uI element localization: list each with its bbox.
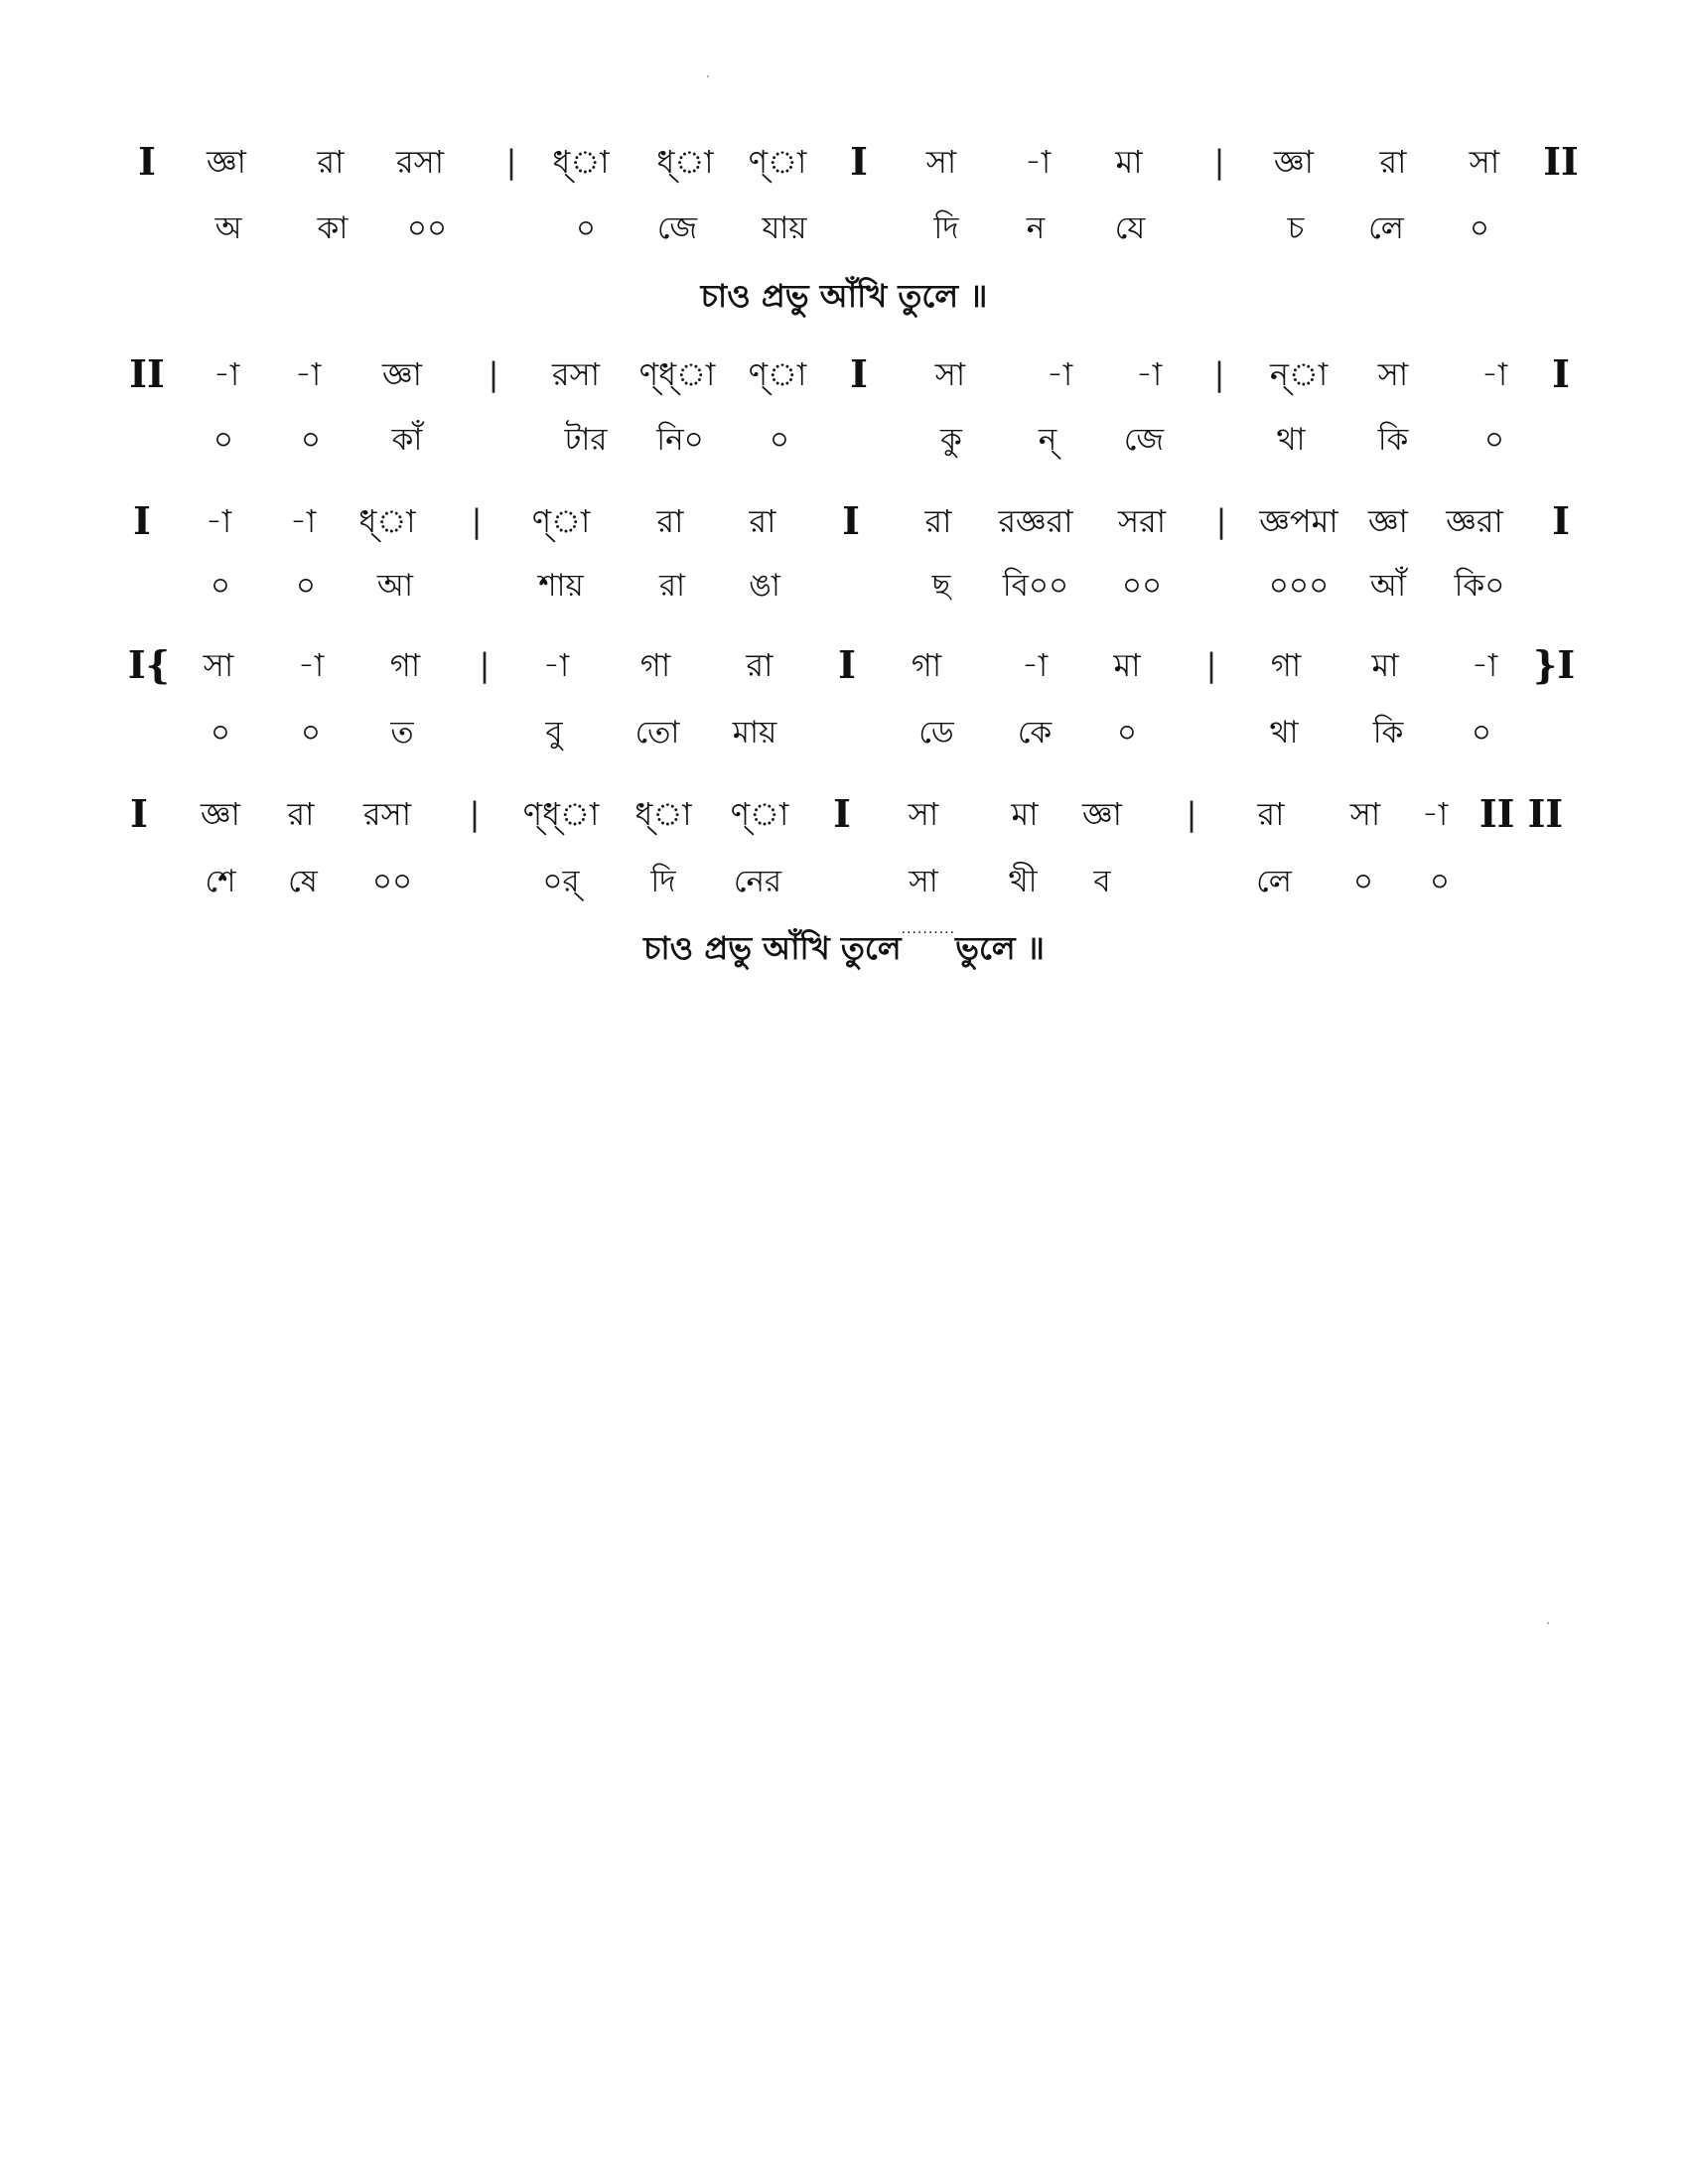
- lyric-syllable: ০০: [371, 864, 413, 899]
- lyric-syllable: কি: [1377, 422, 1409, 458]
- lyric-syllable: শে: [205, 864, 236, 899]
- lyric-syllable: শায়: [538, 568, 584, 604]
- lyric-syllable: ন্: [1038, 422, 1057, 458]
- refrain-caption: চাও প্রভু আঁখি তুলে ॥: [700, 277, 988, 315]
- final-bar-marker: II II: [1478, 791, 1564, 836]
- lyric-syllable: ছ: [931, 568, 951, 604]
- beat-divider: |: [479, 646, 491, 684]
- note: -া: [542, 646, 570, 684]
- note: ধ্া: [656, 143, 714, 181]
- bar-marker: I: [850, 139, 868, 184]
- lyric-row-2: [0, 410, 1688, 470]
- bar-marker: II: [1543, 139, 1579, 184]
- lyric-syllable: ০: [210, 715, 231, 751]
- note: -া: [1024, 143, 1052, 181]
- note: রা: [317, 143, 345, 181]
- note: -া: [1021, 646, 1049, 684]
- note: রসা: [362, 795, 412, 833]
- note: জ্ঞা: [1274, 143, 1314, 181]
- bar-marker: I: [850, 351, 868, 396]
- bar-marker: I: [833, 791, 851, 836]
- beat-divider: |: [1215, 502, 1227, 540]
- lyric-syllable: কা: [317, 210, 349, 246]
- lyric-syllable: ০: [300, 715, 322, 751]
- bar-marker: II: [129, 351, 165, 396]
- note: রা: [746, 646, 774, 684]
- lyric-syllable: কি০: [1454, 568, 1505, 604]
- note: ণ্া: [748, 143, 807, 181]
- lyric-syllable: ০: [1469, 210, 1490, 246]
- note: সা: [908, 795, 939, 833]
- lyric-syllable: ০র্: [542, 864, 580, 899]
- lyric-syllable: বি০০: [1002, 568, 1069, 604]
- lyric-syllable: থী: [1008, 864, 1038, 899]
- lyric-syllable: ০: [300, 422, 322, 458]
- lyric-row-3: [0, 556, 1688, 615]
- note: -া: [1471, 646, 1498, 684]
- lyric-syllable: আ: [376, 568, 414, 604]
- note: সা: [1349, 795, 1381, 833]
- bar-marker: I: [842, 498, 860, 543]
- lyric-row-1: [0, 199, 1688, 258]
- lyric-syllable: নের: [733, 864, 782, 899]
- note: রা: [287, 795, 315, 833]
- lyric-syllable: ০০০: [1268, 568, 1330, 604]
- note: জ্ঞপমা: [1259, 502, 1338, 540]
- note: জ্ঞা: [207, 143, 246, 181]
- lyric-syllable: ষে: [288, 864, 318, 899]
- note: গা: [911, 646, 942, 684]
- scan-speck: [707, 75, 709, 77]
- note: -া: [212, 355, 240, 393]
- note: -া: [1135, 355, 1163, 393]
- repeat-end-marker: }I: [1532, 642, 1576, 687]
- note: ণ্া: [748, 355, 807, 393]
- note: গা: [1270, 646, 1302, 684]
- lyric-syllable: লে: [1256, 864, 1292, 899]
- lyric-syllable: লে: [1368, 210, 1404, 246]
- note: সরা: [1117, 502, 1167, 540]
- bar-marker: I: [138, 139, 156, 184]
- note: সা: [934, 355, 966, 393]
- lyric-syllable: দি: [933, 210, 959, 246]
- note: ণ্ধ্া: [638, 355, 716, 393]
- lyric-syllable: ০: [1429, 864, 1451, 899]
- lyric-syllable: ত: [390, 715, 414, 751]
- note: রা: [1257, 795, 1285, 833]
- lyric-syllable: ন: [1026, 210, 1046, 246]
- note: ণ্া: [730, 795, 789, 833]
- note: সা: [1377, 355, 1409, 393]
- lyric-syllable: ০: [769, 422, 790, 458]
- scan-speck: [1547, 1622, 1549, 1624]
- beat-divider: |: [469, 795, 481, 833]
- note: সা: [1469, 143, 1500, 181]
- lyric-syllable: অ: [214, 210, 242, 246]
- note: জ্ঞা: [201, 795, 240, 833]
- closing-caption-prefix: চাও প্রভু আঁখি তুলে: [643, 929, 902, 967]
- beat-divider: |: [1186, 795, 1197, 833]
- note: রা: [924, 502, 952, 540]
- lyric-syllable: ০: [212, 422, 234, 458]
- bar-marker: I: [130, 791, 148, 836]
- bar-marker: I: [133, 498, 151, 543]
- note: -া: [294, 355, 322, 393]
- bar-marker: I: [1552, 498, 1570, 543]
- lyric-syllable: সা: [909, 864, 938, 899]
- lyric-syllable: কু: [940, 422, 962, 458]
- note: ন্া: [1269, 355, 1329, 393]
- note: জ্ঞরা: [1446, 502, 1503, 540]
- lyric-syllable: ব: [1093, 864, 1111, 899]
- lyric-syllable: থা: [1269, 715, 1299, 751]
- note: ধ্া: [358, 502, 416, 540]
- note: ধ্া: [634, 795, 692, 833]
- lyric-syllable: ০০: [406, 210, 448, 246]
- note: সা: [203, 646, 234, 684]
- lyric-row-4: [0, 703, 1688, 762]
- lyric-syllable: চ: [1287, 210, 1305, 246]
- lyric-syllable: ০: [295, 568, 317, 604]
- ellipsis-dots: ··········: [901, 925, 956, 941]
- note: ধ্া: [552, 143, 610, 181]
- notation-row-5: [0, 784, 1688, 844]
- note: রা: [749, 502, 776, 540]
- note: গা: [389, 646, 421, 684]
- lyric-syllable: ০: [210, 568, 231, 604]
- beat-divider: |: [1213, 355, 1225, 393]
- closing-caption-suffix: ভুলে ॥: [955, 929, 1045, 967]
- bar-marker: I: [1552, 351, 1570, 396]
- notation-row-3: [0, 491, 1688, 551]
- repeat-start-marker: I{: [127, 642, 171, 687]
- lyric-syllable: টার: [564, 422, 608, 458]
- note: জ্ঞা: [382, 355, 422, 393]
- lyric-syllable: রা: [658, 568, 686, 604]
- note: রসা: [395, 143, 445, 181]
- note: রা: [656, 502, 684, 540]
- beat-divider: |: [1205, 646, 1217, 684]
- note: রা: [1379, 143, 1407, 181]
- note: ণ্া: [531, 502, 591, 540]
- lyric-syllable: ০: [575, 210, 597, 246]
- note: মা: [1115, 143, 1143, 181]
- note: -া: [1480, 355, 1508, 393]
- bar-marker: I: [838, 642, 856, 687]
- closing-caption: [0, 918, 1688, 978]
- notation-row-2: [0, 344, 1688, 404]
- note: -া: [289, 502, 317, 540]
- note: গা: [639, 646, 671, 684]
- lyric-syllable: জে: [656, 210, 698, 246]
- lyric-syllable: বু: [545, 715, 563, 751]
- lyric-syllable: কে: [1017, 715, 1053, 751]
- note: মা: [1371, 646, 1399, 684]
- lyric-syllable: মায়: [732, 715, 777, 751]
- lyric-syllable: নি০: [656, 422, 704, 458]
- note: -া: [1046, 355, 1073, 393]
- note: জ্ঞা: [1082, 795, 1122, 833]
- lyric-syllable: দি: [650, 864, 676, 899]
- lyric-syllable: তো: [634, 715, 680, 751]
- note: মা: [1113, 646, 1141, 684]
- beat-divider: |: [488, 355, 499, 393]
- lyric-syllable: আঁ: [1369, 568, 1407, 604]
- beat-divider: |: [471, 502, 483, 540]
- note: -া: [205, 502, 232, 540]
- lyric-syllable: ০: [1116, 715, 1138, 751]
- note: সা: [925, 143, 957, 181]
- lyric-syllable: ০: [1483, 422, 1505, 458]
- lyric-row-5: [0, 852, 1688, 911]
- notation-row-4: [0, 635, 1688, 695]
- note: রজ্ঞরা: [998, 502, 1073, 540]
- lyric-syllable: ঙা: [749, 568, 780, 604]
- note: মা: [1011, 795, 1039, 833]
- note: -া: [1421, 795, 1449, 833]
- note: জ্ঞা: [1368, 502, 1408, 540]
- note: -া: [297, 646, 325, 684]
- note: ণ্ধ্া: [522, 795, 600, 833]
- lyric-syllable: ০: [1352, 864, 1374, 899]
- lyric-syllable: যে: [1114, 210, 1146, 246]
- beat-divider: |: [1213, 143, 1225, 181]
- note: রসা: [551, 355, 601, 393]
- lyric-syllable: ডে: [918, 715, 954, 751]
- lyric-syllable: ০: [1471, 715, 1492, 751]
- beat-divider: |: [505, 143, 517, 181]
- lyric-syllable: জে: [1123, 422, 1165, 458]
- lyric-syllable: কাঁ: [391, 422, 423, 458]
- notation-row-1: [0, 132, 1688, 192]
- lyric-syllable: ০০: [1121, 568, 1163, 604]
- lyric-syllable: থা: [1276, 422, 1306, 458]
- lyric-syllable: কি: [1372, 715, 1404, 751]
- lyric-syllable: যায়: [762, 210, 807, 246]
